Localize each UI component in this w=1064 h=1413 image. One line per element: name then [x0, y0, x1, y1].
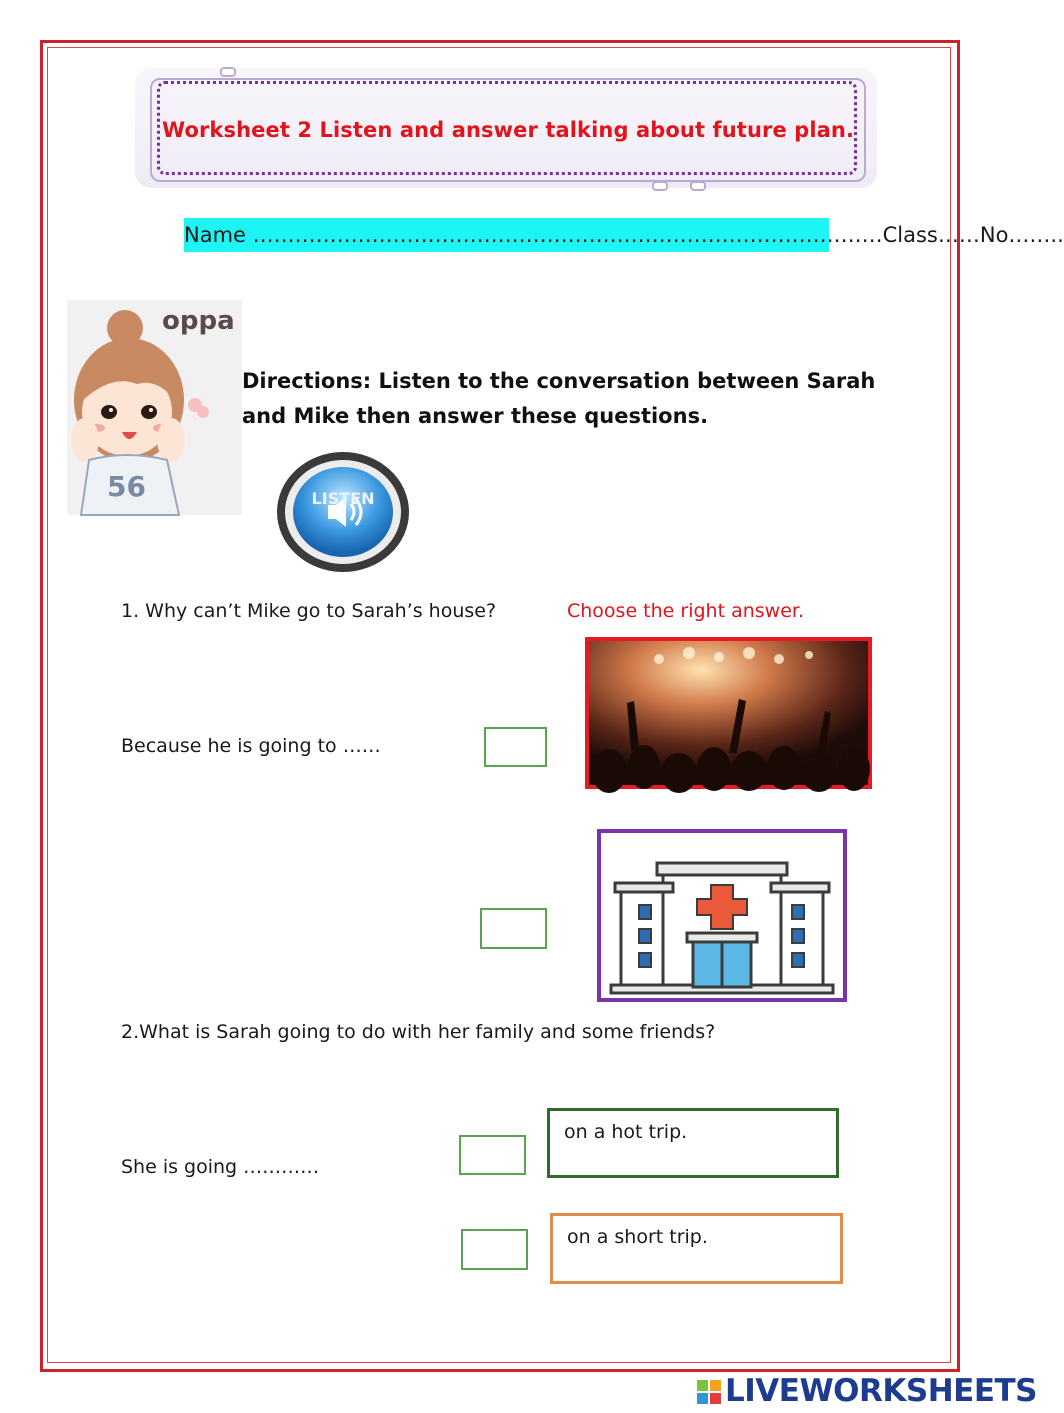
banner-decoration: [220, 67, 236, 77]
avatar-shirt-number: 56: [107, 470, 146, 503]
worksheet-title: Worksheet 2 Listen and answer talking about future plan.: [161, 118, 855, 142]
answer-box-hot-trip[interactable]: [459, 1135, 526, 1175]
question-2-text: 2.What is Sarah going to do with her family and some friends?: [121, 1021, 716, 1043]
concert-crowd-image: [585, 637, 872, 789]
banner-decoration: [690, 181, 706, 191]
banner-decoration: [652, 181, 668, 191]
cartoon-girl-avatar: [67, 300, 242, 515]
option-hot-trip: on a hot trip.: [547, 1108, 839, 1178]
avatar-speech-text: oppa: [162, 306, 235, 336]
listen-label: LISTEN: [311, 489, 375, 508]
question-1-hint: Choose the right answer.: [567, 600, 805, 622]
liveworksheets-logo-icon: [697, 1380, 721, 1404]
answer-box-hospital[interactable]: [480, 908, 547, 949]
answer-box-short-trip[interactable]: [461, 1229, 528, 1270]
question-1-stem: Because he is going to ……: [121, 735, 381, 757]
question-2-stem: She is going …………: [121, 1156, 320, 1178]
directions-text: Directions: Listen to the conversation between Sarah and Mike then answer these questions.: [242, 369, 876, 428]
hospital-building-image: [597, 829, 847, 1002]
listen-audio-button[interactable]: [276, 451, 410, 573]
answer-box-concert[interactable]: [484, 727, 547, 767]
question-1-text: 1. Why can’t Mike go to Sarah’s house?: [121, 600, 497, 622]
option-short-trip: on a short trip.: [550, 1213, 843, 1284]
name-class-number-line: Name ………………………………………………………………………………Class……No……..: [184, 218, 829, 252]
liveworksheets-logo-text: LIVEWORKSHEETS: [725, 1373, 1037, 1409]
